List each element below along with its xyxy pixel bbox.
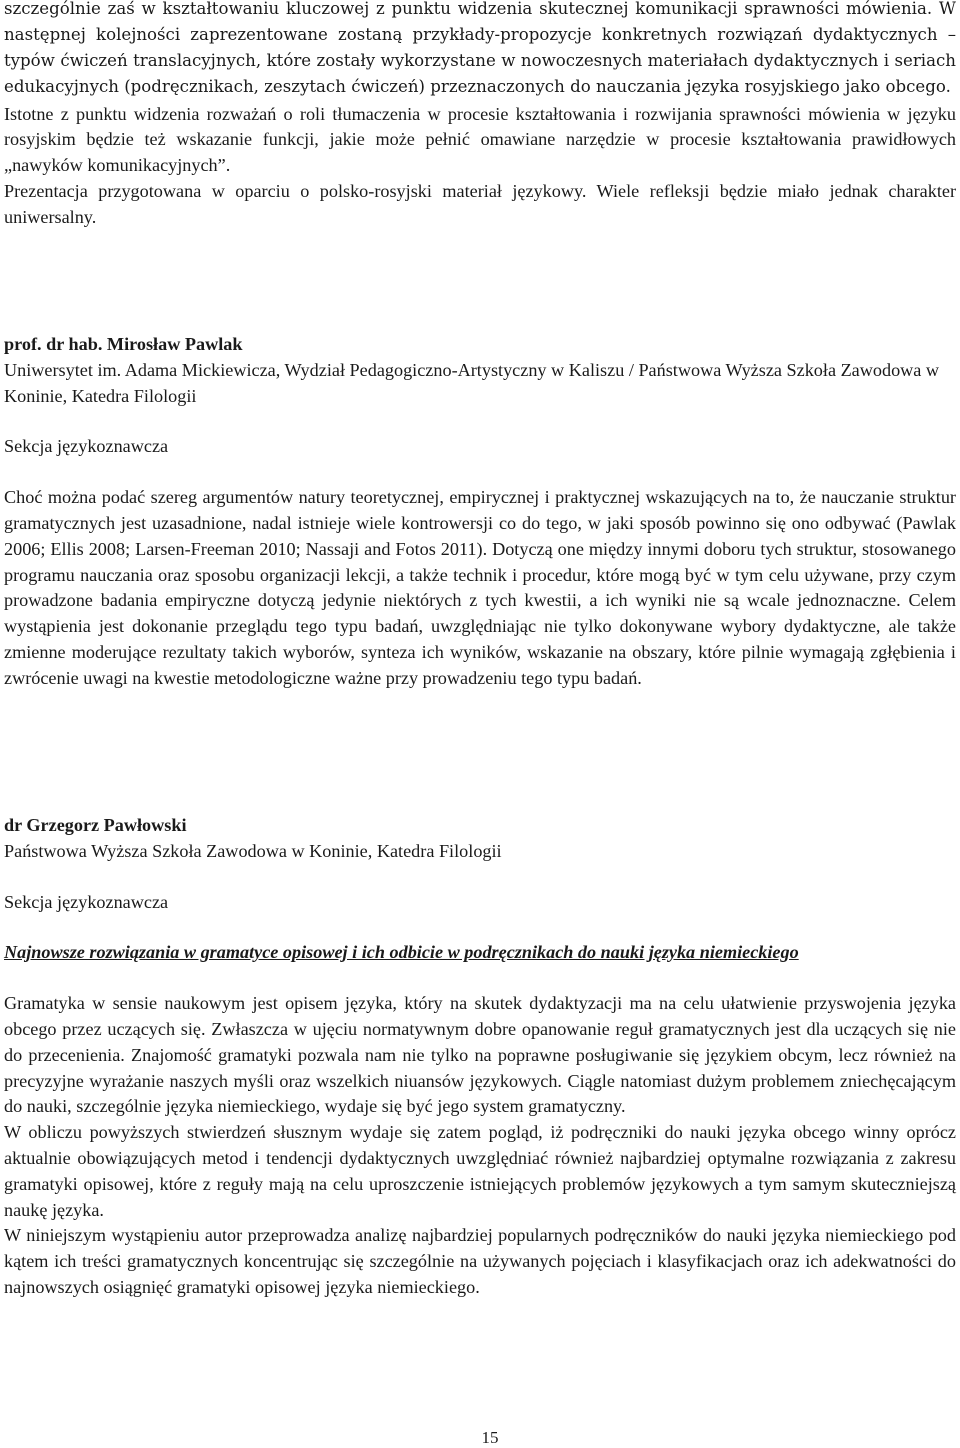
speaker-2-paragraph-1: Gramatyka w sensie naukowym jest opisem języka, który na skutek dydaktyzacji ma na celu ułatwienie przyswojenia języka obcego przez uczących się. Zwłaszcza w ujęciu normatywnym dobre opanowanie reguł gramatycznych jest dla uczących się nie do przecenienia. Znajomość gramatyki pozwala nam nie tylko na poprawne posługiwanie się językiem obcym, lecz również na precyzyjne wyrażanie naszych myśli oraz wszelkich niuansów językowych. Ciągle natomiast dużym problemem zniechęcającym do nauki, szczególnie języka niemieckiego, wydaje się być jego system gramatyczny. [4, 993, 956, 1117]
intro-block [4, 0, 956, 231]
speaker-2-name: dr Grzegorz Pawłowski [4, 815, 187, 835]
speaker-1-abstract: Choć można podać szereg argumentów natury teoretycznej, empirycznej i praktycznej wskazujących na to, że nauczanie struktur gramatycznych jest uzasadnione, nadal istnieje wiele kontrowersji co do tego, w jaki sposób powinno się ono odbywać (Pawlak 2006; Ellis 2008; Larsen-Freeman 2010; Nassaji and Fotos 2011). Dotyczą one między innymi doboru tych struktur, stosowanego programu nauczania oraz sposobu organizacji lekcji, a także technik i procedur, które mogą być w tym celu używane, przy czym prowadzone badania empiryczne dotyczą jedynie niektórych z tych kwestii, a ich wyniki nie są wcale jednoznaczne. Celem wystąpienia jest dokonanie przeglądu tego typu badań, uwzględniając nie tylko dokonywane wybory dydaktyczne, ale także zmienne moderujące rezultaty takich wyborów, synteza ich wyników, wskazanie na obszary, które pilnie wymagają zgłębienia i zwrócenie uwagi na kwestie metodologiczne ważne przy prowadzeniu tego typu badań. [4, 487, 956, 688]
speaker-1-affiliation: Uniwersytet im. Adama Mickiewicza, Wydział Pedagogiczno-Artystyczny w Kaliszu / Państwowa Wyższa Szkoła Zawodowa w Koninie, Katedra Filologii [4, 359, 940, 406]
speaker-2-affiliation: Państwowa Wyższa Szkoła Zawodowa w Koninie, Katedra Filologii [4, 840, 502, 861]
speaker-2-section: Sekcja językoznawcza [4, 891, 169, 912]
page-number: 15 [481, 1428, 499, 1447]
speaker-2-paragraph-2: W obliczu powyższych stwierdzeń słusznym wydaje się zatem pogląd, iż podręczniki do nauki języka obcego winny oprócz aktualnie obowiązujących metod i tendencji dydaktycznych uwzględniać również najbardziej optymalne rozwiązania z zakresu gramatyki opisowej, które z reguły mają na celu uproszczenie istniejących problemów językowych a tym samym skuteczniejszą naukę języka. [4, 1122, 956, 1220]
speaker-2-block [4, 813, 956, 1301]
intro-paragraph-1: szczególnie zaś w kształtowaniu kluczowej z punktu widzenia skutecznej komunikacji sprawności mówienia. W następnej kolejności zaprezentowane zostaną przykłady-propozycje konkretnych rozwiązań dydaktycznych – typów ćwiczeń translacyjnych, które zostały wykorzystane w nowoczesnych materiałach dydaktycznych i seriach edukacyjnych (podręcznikach, zeszytach ćwiczeń) przeznaczonych do nauczania języka rosyjskiego jako obcego. [4, 0, 956, 96]
intro-paragraph-3: Prezentacja przygotowana w oparciu o polsko-rosyjski materiał językowy. Wiele refleksji będzie miało jednak charakter uniwersalny. [4, 181, 956, 227]
intro-paragraph-2: Istotne z punktu widzenia rozważań o roli tłumaczenia w procesie kształtowania i rozwijania sprawności mówienia w języku rosyjskim będzie też wskazanie funkcji, jakie może pełnić omawiane narzędzie w procesie kształtowania prawidłowych „nawyków komunikacyjnych”. [4, 103, 956, 176]
speaker-1-name: prof. dr hab. Mirosław Pawlak [4, 334, 243, 354]
speaker-2-paragraph-3: W niniejszym wystąpieniu autor przeprowadza analizę najbardziej popularnych podręczników do nauki języka niemieckiego pod kątem ich treści gramatycznych koncentrując się szczególnie na używanych pojęciach i klasyfikacjach oraz ich adekwatności do najnowszych osiągnięć gramatyki opisowej języka niemieckiego. [4, 1225, 956, 1297]
speaker-2-talk-title: Najnowsze rozwiązania w gramatyce opisowej i ich odbicie w podręcznikach do nauki języka niemieckiego [4, 942, 799, 963]
speaker-1-block [4, 332, 956, 692]
speaker-1-section: Sekcja językoznawcza [4, 436, 169, 457]
